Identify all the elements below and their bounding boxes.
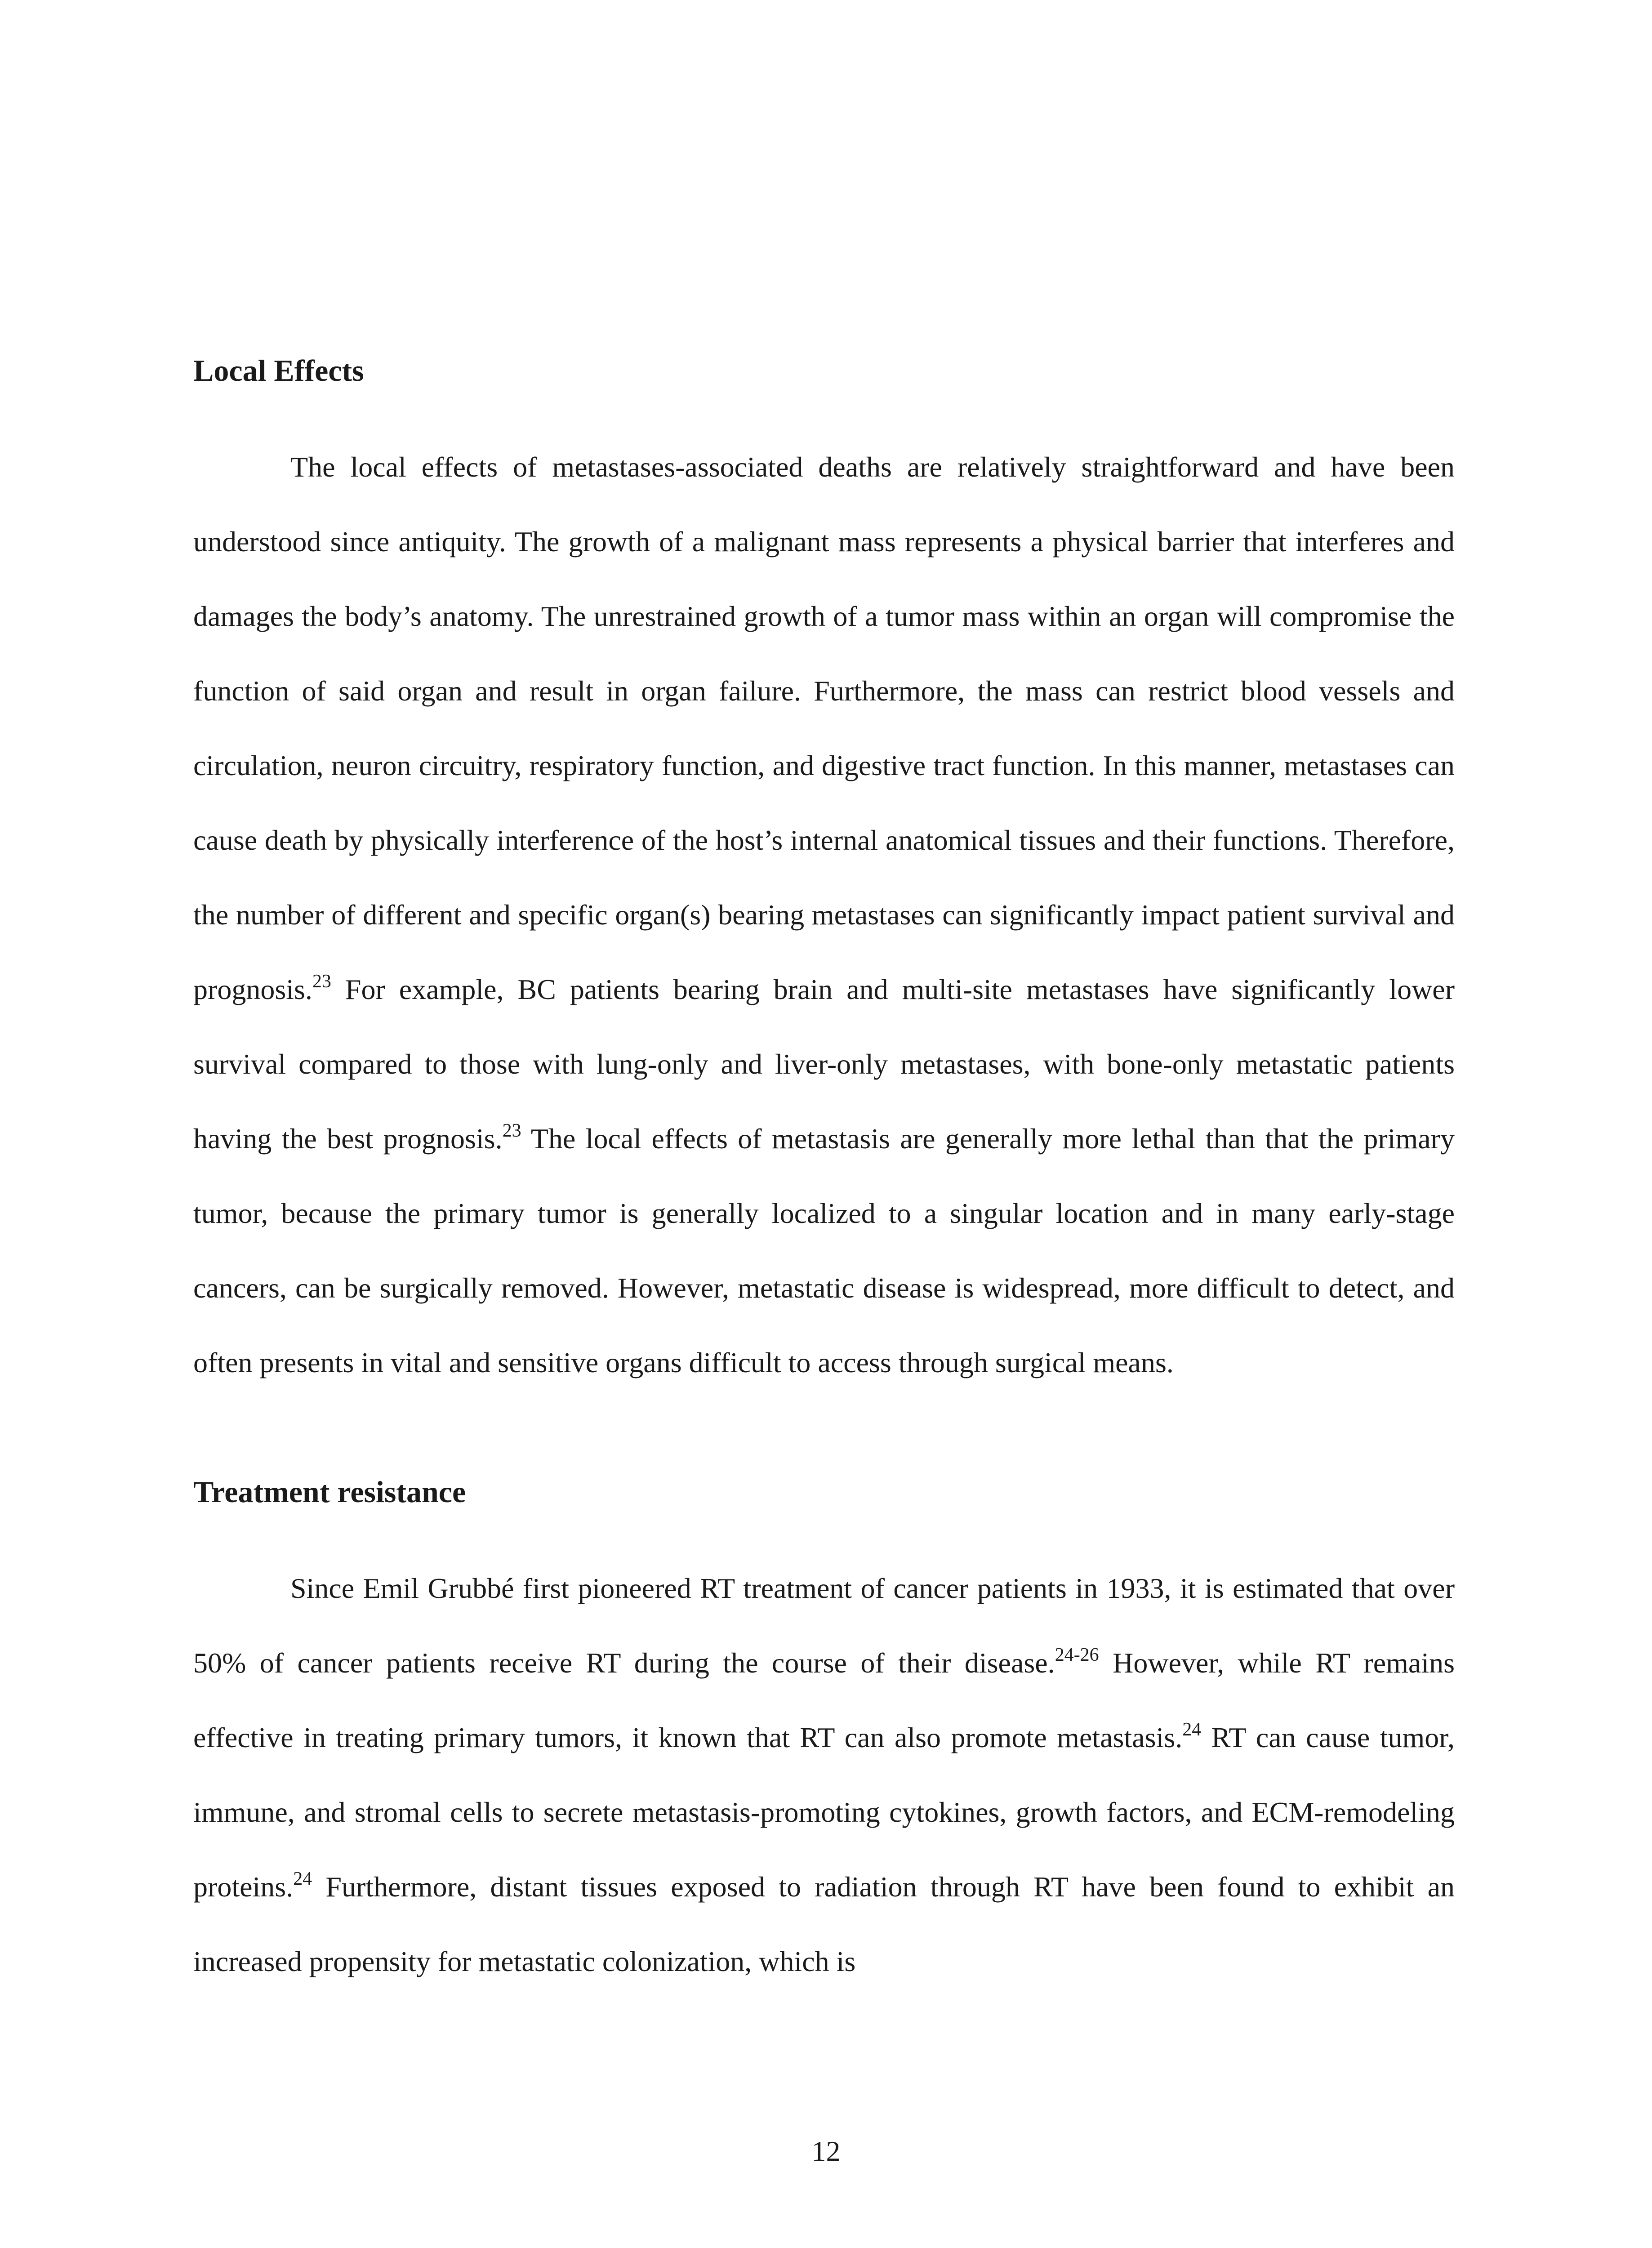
page-content [193, 355, 1455, 1999]
citation-superscript: 24 [1182, 1719, 1202, 1740]
citation-superscript: 23 [502, 1120, 521, 1141]
section-heading-treatment-resistance: Treatment resistance [193, 1475, 466, 1509]
text-run: The local effects of metastasis are generally more lethal than that the primary tumor, because the primary tumor is generally localized to a singular location and in many early-stage cancers, can be surgically removed. However, metastatic disease is widespread, more difficult to detect, and often presents in vital and sensitive organs difficult to access through surgical means. [193, 1123, 1455, 1378]
text-run: Since Emil Grubbé first pioneered RT treatment of cancer patients in 1933, it is estimated that over 50% of cancer patients receive RT during the course of their disease. [193, 1572, 1455, 1679]
page-number: 12 [811, 2135, 841, 2167]
text-run: RT can cause tumor, immune, and stromal cells to secrete metastasis-promoting cytokines, growth factors, and ECM-remodeling proteins. [193, 1722, 1455, 1903]
citation-superscript: 23 [312, 971, 331, 992]
citation-superscript: 24 [293, 1869, 312, 1889]
citation-superscript: 24-26 [1055, 1645, 1099, 1665]
text-run: The local effects of metastases-associated deaths are relatively straightforward and have been understood since antiquity. The growth of a malignant mass represents a physical barrier that interferes and damages the body’s anatomy. The unrestrained growth of a tumor mass within an organ will compromise the function of said organ and result in organ failure. Furthermore, the mass can restrict blood vessels and circulation, neuron circuitry, respiratory function, and digestive tract function. In this manner, metastases can cause death by physically interference of the host’s internal anatomical tissues and their functions. Therefore, the number of different and specific organ(s) bearing metastases can significantly impact patient survival and prognosis. [193, 451, 1455, 1005]
paragraph-treatment-resistance [193, 1551, 1455, 1999]
text-run: However, while RT remains effective in treating primary tumors, it known that RT can also promote metastasis. [193, 1647, 1455, 1753]
text-run: For example, BC patients bearing brain and multi-site metastases have significantly lower survival compared to those with lung-only and liver-only metastases, with bone-only metastatic patients having the best prognosis. [193, 973, 1455, 1155]
text-run: Furthermore, distant tissues exposed to radiation through RT have been found to exhibit an increased propensity for metastatic colonization, which is [193, 1871, 1455, 1977]
paragraph-local-effects [193, 430, 1455, 1400]
section-heading-local-effects: Local Effects [193, 353, 364, 388]
